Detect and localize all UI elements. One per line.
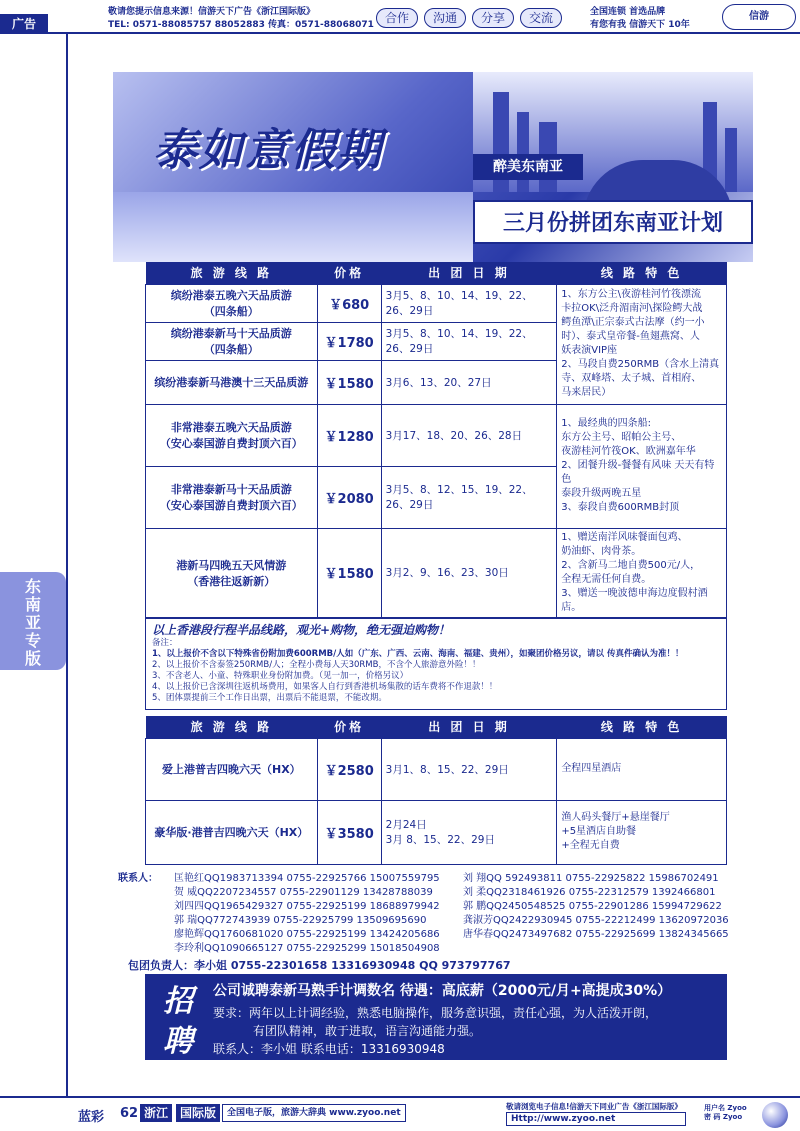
footer-login-info: 用户名 Zyoo 密 码 Zyoo — [704, 1104, 747, 1121]
feature-line: 3、赠送一晚波德申海边度假村酒店。 — [561, 587, 708, 613]
footer-brand: 蓝彩 — [78, 1110, 105, 1125]
feature-line: 1、东方公主\夜游桂河竹筏漂流 — [561, 289, 701, 300]
recruit-headline: 公司诚聘泰新马熟手计调数名 待遇：高底薪（2000元/月+高提成30%） — [213, 983, 672, 999]
page-footer — [0, 1096, 800, 1131]
footer-zhejiang: 浙江 — [140, 1104, 172, 1122]
contact-entry: 廖艳辉QQ1760681020 0755-22925199 13424205686 — [174, 929, 440, 940]
route-cell: 港新马四晚五天风情游 （香港往返新新） — [146, 528, 318, 617]
features-cell — [557, 404, 727, 528]
contact-entry: 刘四四QQ1965429327 0755-22925199 18688979942 — [174, 901, 440, 912]
feature-line: 渔人码头餐厅+悬崖餐厅 — [561, 812, 670, 823]
dates-cell: 3月5、8、12、15、19、22、26、29日 — [381, 466, 557, 528]
note-item: 1、以上报价不含以下特殊省份附加费600RMB/人如（广东、广西、云南、海南、福建、贵州），如聚团价格另议，请以 传真件确认为准！！ — [152, 649, 684, 659]
contacts-label: 联系人： — [118, 873, 158, 884]
slogan-cooperation: 合作 — [376, 8, 418, 28]
feature-line: 2、马段自费250RMB（含水上清真 — [561, 359, 720, 370]
price-cell: ￥680 — [317, 284, 381, 322]
col-header-dates: 出 团 日 期 — [381, 262, 557, 284]
table-row — [146, 404, 727, 466]
note-item: 5、团体票提前三个工作日出票，出票后不能退票，不能改期。 — [152, 693, 387, 703]
page-header — [0, 0, 800, 34]
col-header-route: 旅 游 线 路 — [146, 262, 318, 284]
header-info-line1: 敬请您提示信息来源！信游天下广告《浙江国际版》 — [108, 7, 316, 17]
recruit-requirement: 要求：两年以上计调经验，熟悉电脑操作，服务意识强，责任心强，为人活泼开朗， — [213, 1006, 658, 1020]
route-cell: 豪华版·港普吉四晚六天（HX） — [146, 800, 318, 864]
banner-plan-title: 三月份拼团东南亚计划 — [473, 200, 753, 244]
ad-tag: 广告 — [0, 14, 48, 34]
header-info-line2: TEL: 0571-88085757 88052883 传真：0571-88068071 — [108, 20, 374, 30]
charter-contact: 包团负责人：李小姐 0755-22301658 13316930948 QQ 973797767 — [128, 959, 511, 972]
route-cell: 缤纷港泰新马十天品质游 （四条船） — [146, 322, 318, 360]
frame-divider — [66, 34, 68, 1096]
table-row — [146, 800, 727, 864]
contact-entry: 李玲利QQ1090665127 0755-22925299 15018504908 — [174, 943, 440, 954]
feature-line: 奶油虾、肉骨茶。 — [561, 545, 642, 557]
skyline-tower — [517, 112, 529, 192]
price-cell: ￥1580 — [317, 360, 381, 404]
dates-cell: 3月5、8、10、14、19、22、26、29日 — [381, 322, 557, 360]
feature-line: 3、泰段自费600RMB封顶 — [561, 502, 680, 513]
feature-line: 夜游桂河竹筏OK、欧洲嘉年华 — [561, 446, 696, 457]
feature-line: 泰段升级两晚五星 — [561, 488, 642, 499]
slogan-share: 分享 — [472, 8, 514, 28]
table-row — [146, 528, 727, 617]
footer-site-slogan: 全国电子版，旅游大辞典 www.zyoo.net — [222, 1104, 406, 1122]
table-row — [146, 284, 727, 322]
feature-line: 鳄鱼潭\正宗泰式古法摩（约一小 — [561, 317, 705, 328]
recruit-requirement: 有团队精神，敢于进取，语言沟通能力强。 — [253, 1024, 482, 1038]
contact-entry: 郭 瑞QQ772743939 0755-22925799 13509695690 — [174, 915, 427, 926]
col-header-price: 价格 — [317, 262, 381, 284]
col-header-dates: 出 团 日 期 — [381, 716, 557, 738]
feature-line: 1、最经典的四条船: — [561, 418, 651, 429]
features-cell — [557, 738, 727, 800]
notes-label: 备注： — [152, 638, 178, 648]
feature-line: 卡拉OK\泛舟湄南河\探险鳄大战 — [561, 303, 703, 314]
recruit-contact: 联系人：李小姐 联系电话：13316930948 — [213, 1042, 445, 1056]
dates-cell: 2月24日 3月 8、15、22、29日 — [381, 800, 557, 864]
dates-cell: 3月2、9、16、23、30日 — [381, 528, 557, 617]
price-cell: ￥1280 — [317, 404, 381, 466]
dates-cell: 3月6、13、20、27日 — [381, 360, 557, 404]
feature-line: 2、含新马二地自费500元/人， — [561, 559, 701, 571]
notes-headline: 以上香港段行程半品线路，观光+购物，绝无强迫购物！ — [152, 623, 451, 637]
feature-line: 全程四星酒店 — [561, 763, 622, 774]
recruit-char-zhao: 招 — [163, 984, 193, 1019]
footer-notice: 敬请浏览电子信息!信游天下同业广告《浙江国际版》 — [506, 1102, 682, 1111]
col-header-features: 线 路 特 色 — [557, 262, 727, 284]
xinyou-logo: 信游 — [722, 4, 796, 30]
feature-line: 时）、泰式皇帝餐-鱼翅燕窝、人 — [561, 331, 700, 342]
recruitment-box — [145, 974, 727, 1060]
route-cell: 非常港泰新马十天品质游 （安心泰国游自费封顶六百） — [146, 466, 318, 528]
table-row — [146, 738, 727, 800]
feature-line: +5星酒店自助餐 — [561, 826, 637, 837]
feature-line: 马来居民） — [561, 387, 612, 398]
dates-cell: 3月1、8、15、22、29日 — [381, 738, 557, 800]
contact-entry: 唐华春QQ2473497682 0755-22925699 13824345665 — [463, 929, 729, 940]
feature-line: +全程无自费 — [561, 840, 620, 851]
feature-line: 寺、双峰塔、太子城、首相府、 — [561, 373, 702, 384]
feature-line: 1、赠送南洋风味餐面包鸡、 — [561, 531, 688, 543]
footer-intl-edition: 国际版 — [176, 1104, 220, 1122]
recruit-char-pin: 聘 — [163, 1024, 193, 1059]
contact-entry: 龚淑芳QQ2422930945 0755-22212499 13620972036 — [463, 915, 729, 926]
col-header-price: 价格 — [317, 716, 381, 738]
features-cell — [557, 528, 727, 617]
slogan-communication: 沟通 — [424, 8, 466, 28]
feature-line: 全程无需任何自费。 — [561, 573, 652, 585]
feature-line: 2、团餐升级-餐餐有风味 天天有特色 — [561, 460, 715, 485]
section-tab-label: 东南亚专版 — [24, 577, 41, 668]
feature-line: 妖表演VIP座 — [561, 345, 618, 356]
phuket-tour-table — [145, 716, 727, 865]
notes-box — [145, 618, 727, 710]
features-cell — [557, 800, 727, 864]
promo-banner — [113, 72, 753, 262]
feature-line: 东方公主号、昭帕公主号、 — [561, 432, 682, 443]
note-item: 2、以上报价不含泰签250RMB/人；全程小费每人天30RMB，不含个人旅游意外险！！ — [152, 660, 481, 670]
price-cell: ￥1580 — [317, 528, 381, 617]
table-header-row — [146, 716, 727, 738]
contact-entry: 郭 鹏QQ2450548525 0755-22901286 15994729622 — [463, 901, 722, 912]
route-cell: 缤纷港泰五晚六天品质游 （四条船） — [146, 284, 318, 322]
dates-cell: 3月5、8、10、14、19、22、26、29日 — [381, 284, 557, 322]
contact-entry: 刘 柔QQ2318461926 0755-22312579 1392466801 — [463, 887, 716, 898]
section-tab — [0, 572, 66, 670]
note-item: 3、不含老人、小童、特殊职业身份附加费。（见一加一，价格另议） — [152, 671, 409, 681]
col-header-features: 线 路 特 色 — [557, 716, 727, 738]
page-number: 62 — [120, 1106, 139, 1121]
header-brand-line1: 全国连锁 首选品牌 — [590, 7, 666, 17]
footer-url[interactable]: Http://www.zyoo.net — [506, 1112, 686, 1126]
route-cell: 爱上港普吉四晚六天（HX） — [146, 738, 318, 800]
banner-title: 泰如意假期 — [153, 125, 383, 176]
banner-sea-photo — [113, 192, 473, 262]
price-cell: ￥2580 — [317, 738, 381, 800]
skyline-tower — [725, 128, 737, 192]
col-header-route: 旅 游 线 路 — [146, 716, 318, 738]
slogan-exchange: 交流 — [520, 8, 562, 28]
globe-icon — [762, 1102, 788, 1128]
price-cell: ￥3580 — [317, 800, 381, 864]
southeast-asia-tour-table — [145, 262, 727, 618]
banner-subtitle: 醉美东南亚 — [473, 154, 583, 180]
contact-entry: 刘 翔QQ 592493811 0755-22925822 15986702491 — [463, 873, 719, 884]
header-brand-line2: 有您有我 信游天下 10年 — [590, 20, 690, 30]
note-item: 4、以上报价已含深圳往返机场费用，如果客人自行到香港机场集散的话车费将不作退款！！ — [152, 682, 498, 692]
route-cell: 非常港泰五晚六天品质游 （安心泰国游自费封顶六百） — [146, 404, 318, 466]
dates-cell: 3月17、18、20、26、28日 — [381, 404, 557, 466]
table-header-row — [146, 262, 727, 284]
route-cell: 缤纷港泰新马港澳十三天品质游 — [146, 360, 318, 404]
price-cell: ￥2080 — [317, 466, 381, 528]
contact-entry: 贺 威QQ2207234557 0755-22901129 13428788039 — [174, 887, 433, 898]
contact-entry: 匡艳红QQ1983713394 0755-22925766 15007559795 — [174, 873, 440, 884]
features-cell — [557, 284, 727, 404]
price-cell: ￥1780 — [317, 322, 381, 360]
